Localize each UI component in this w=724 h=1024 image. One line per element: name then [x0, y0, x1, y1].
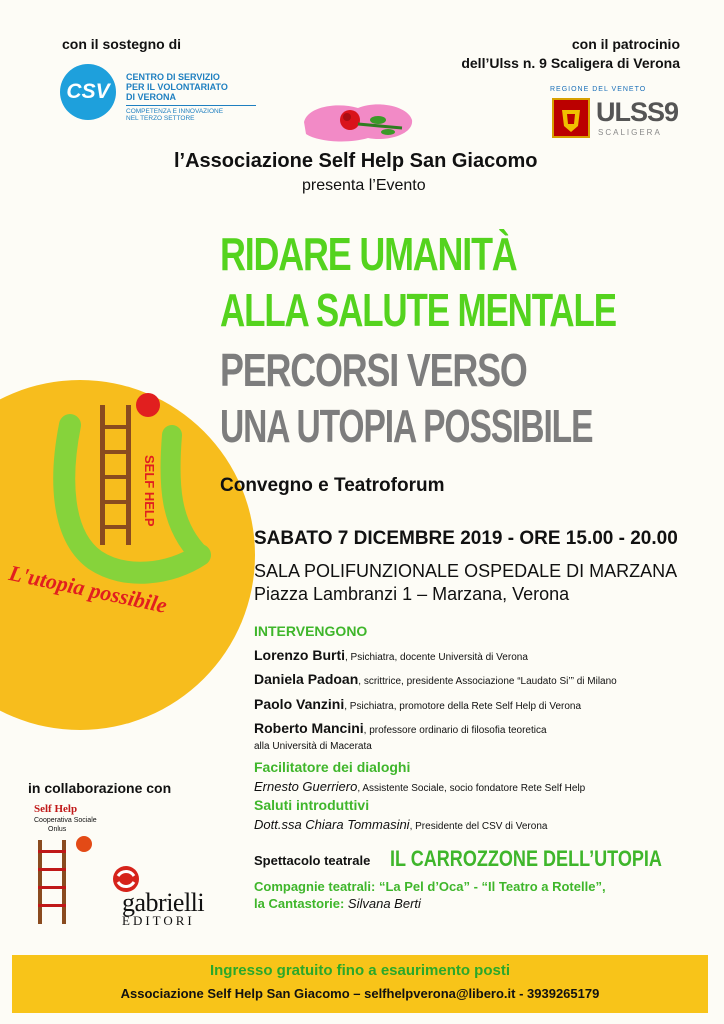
title-line3: PERCORSI VERSO — [220, 344, 527, 396]
coop-name: Self Help — [34, 803, 78, 815]
title-line2: ALLA SALUTE MENTALE — [220, 284, 616, 336]
speaker-row — [254, 671, 617, 687]
coop-sub1: Cooperativa Sociale — [34, 817, 97, 824]
speaker-name: Daniela Padoan — [254, 671, 359, 687]
ulss-logo — [548, 86, 678, 146]
ulss-region: REGIONE DEL VENETO — [550, 86, 647, 93]
title-line4: UNA UTOPIA POSSIBILE — [220, 400, 593, 452]
greetings-heading: Saluti introduttivi — [254, 797, 370, 813]
greetings-role: , Presidente del CSV di Verona — [409, 821, 548, 832]
ulss-name: ULSS9 — [596, 97, 679, 127]
speaker-role-continued: alla Università di Macerata — [254, 741, 372, 752]
csv-line2: PER IL VOLONTARIATO — [126, 82, 228, 92]
speaker-row — [254, 647, 528, 663]
event-address: Piazza Lambranzi 1 – Marzana, Verona — [254, 584, 570, 604]
footer-contact: Associazione Self Help San Giacomo – selfhelpverona@libero.it - 3939265179 — [120, 986, 600, 1001]
speaker-role: , professore ordinario di filosofia teoretica — [363, 725, 547, 736]
publisher-name: gabrielli — [122, 888, 205, 917]
speaker-role: , Psichiatra, docente Università di Verona — [345, 652, 528, 663]
support-label: con il sostegno di — [62, 36, 182, 52]
logo-self-help-text: SELF HELP — [142, 455, 157, 527]
patronage-line2: dell’Ulss n. 9 Scaligera di Verona — [461, 55, 680, 71]
csv-sub2: NEL TERZO SETTORE — [126, 115, 195, 122]
event-datetime: SABATO 7 DICEMBRE 2019 - ORE 15.00 - 20.00 — [254, 528, 678, 549]
logo-tagline: L'utopia possibile — [6, 560, 170, 618]
speaker-row — [254, 696, 581, 712]
footer-banner — [12, 955, 708, 1013]
greetings-name: Dott.ssa Chiara Tommasini — [254, 817, 410, 832]
ulss-subname: SCALIGERA — [598, 128, 662, 137]
speaker-role: , Psichiatra, promotore della Rete Self Help di Verona — [344, 701, 582, 712]
lion-shield-icon — [552, 98, 590, 138]
facilitator-name: Ernesto Guerriero — [254, 779, 358, 794]
csv-line1: CENTRO DI SERVIZIO — [126, 72, 220, 82]
show-companies: Compagnie teatrali: “La Pel d’Oca” - “Il Teatro a Rotelle”, — [254, 879, 606, 894]
speaker-role: , scrittrice, presidente Associazione “Laudato Si’” di Milano — [358, 676, 617, 687]
csv-line3: DI VERONA — [126, 92, 177, 102]
csv-logo — [60, 60, 250, 130]
storyteller-name: Silvana Berti — [347, 896, 421, 911]
speaker-name: Paolo Vanzini — [254, 696, 345, 712]
coop-ladder-icon — [30, 836, 100, 926]
speakers-heading: INTERVENGONO — [254, 623, 368, 639]
event-venue: SALA POLIFUNZIONALE OSPEDALE DI MARZANA — [254, 561, 678, 581]
association-name: l’Associazione Self Help San Giacomo — [174, 150, 538, 172]
csv-sub — [126, 105, 256, 122]
csv-logo-text — [126, 72, 256, 122]
show-label: Spettacolo teatrale — [254, 853, 371, 868]
facilitator-heading: Facilitatore dei dialoghi — [254, 759, 411, 775]
footer-free-entry: Ingresso gratuito fino a esaurimento posti — [209, 962, 511, 979]
event-subtitle: Convegno e Teatroforum — [220, 475, 445, 496]
speaker-name: Roberto Mancini — [254, 720, 364, 736]
storyteller-label: la Cantastorie: — [254, 896, 348, 911]
facilitator-role: , Assistente Sociale, socio fondatore Rete Self Help — [357, 783, 586, 794]
patronage-line1: con il patrocinio — [571, 36, 680, 52]
show-title: IL CARROZZONE DELL’UTOPIA — [390, 846, 662, 871]
show-storyteller-row — [254, 896, 421, 911]
facilitator-row — [254, 778, 585, 796]
collaboration-label: in collaborazione con — [28, 780, 172, 796]
presents-text: presenta l’Evento — [302, 177, 426, 194]
publisher-sub: EDITORI — [122, 913, 195, 928]
speaker-row — [254, 720, 547, 736]
title-line1: RIDARE UMANITÀ — [220, 228, 517, 280]
speaker-name: Lorenzo Burti — [254, 647, 345, 663]
csv-sub1: COMPETENZA E INNOVAZIONE — [126, 108, 224, 115]
greetings-row — [254, 816, 547, 834]
coop-sub2: Onlus — [48, 826, 67, 833]
rose-map-icon — [298, 98, 418, 148]
csv-badge: CSV — [60, 64, 116, 120]
